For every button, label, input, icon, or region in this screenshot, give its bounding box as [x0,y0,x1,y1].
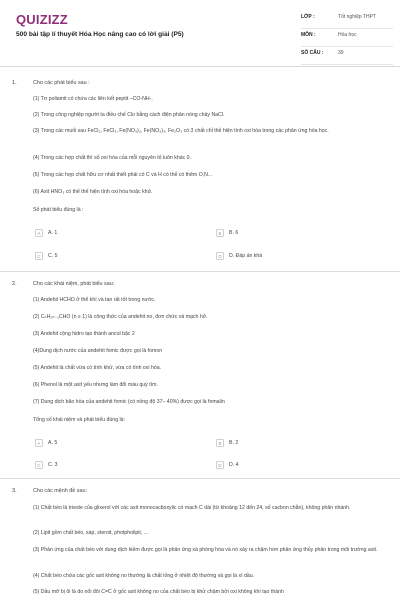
statement: (5) Andehit là chất vừa có tính khử, vừa có tính oxi hóa. [33,365,162,371]
meta-row-grade [301,14,393,29]
document-title: 500 bài tập lí thuyết Hóa Học nâng cao có lời giải (P5) [16,31,184,38]
option-letter-box: C [35,252,43,260]
option-letter-box: A [35,439,43,447]
question-divider [0,271,400,272]
option-text: B. 6 [229,229,239,236]
statement: (5) Dầu mỡ bị ôi là do nối đôi C=C ở gốc axit không no của chất béo bị khử chậm bởi oxi không khí tạo thành [33,589,284,595]
question-ask: Tổng số khái niệm và phát biểu đúng là: [33,417,125,423]
statement: (3) Phản ứng của chất béo với dung dịch kiềm được gọi là phản ứng xà phòng hóa và nó xảy ra chậm hơn phản ứng thủy phân trong môi trường axit. [33,547,378,553]
statement: (4)Dung dịch nước của andehit fomic được gọi là fomon [33,348,163,354]
option-text: B. 2 [229,439,239,446]
option-c[interactable] [35,251,58,261]
meta-value: Tốt nghiệp THPT [338,14,376,20]
option-d[interactable] [216,251,262,261]
question-number: 2. [12,281,17,287]
option-letter-box: D [216,252,224,260]
statement: (5) Trong các hợp chất hữu cơ nhất thiết phải có C và H có thể có thêm O,N... [33,172,213,178]
meta-value: 39 [338,50,344,56]
statement: (3) Trong các muối sau FeCl₂, FeCl₃, Fe(NO₃)₂, Fe(NO₃)₃, Fe₂O₃ có 3 chất chỉ thể hiện tính oxi hóa trong các phản ứng hóa học. [33,128,329,134]
statement: (1) Tơ poliamit có chứa các liên kết peptit –CO-NH-. [33,96,153,102]
statement: (4) Trong các hợp chất thì số oxi hóa của mỗi nguyên tố luôn khác 0. [33,155,191,161]
statement: (1) Andehit HCHO ở thể khí và tan rất tốt trong nước. [33,297,156,303]
question-prompt: Cho các khái niệm, phát biểu sau: [33,281,115,287]
statement: (4) Chất béo chứa các gốc axit không no thường là chất lỏng ở nhiệt độ thường và gọi là xì dầu. [33,573,255,579]
question-prompt: Cho các phát biểu sau : [33,80,90,86]
option-letter-box: B [216,439,224,447]
statement: (6) Axit HNO₃ có thể thể hiện tính oxi hóa hoặc khử. [33,189,153,195]
option-text: D. Đáp án khá [229,252,263,259]
header-divider [0,66,400,67]
statement: (2) Trong công nghiệp người ta điều chế Clo bằng cách điện phân nóng chảy NaCl. [33,112,225,118]
option-letter-box: C [35,461,43,469]
option-text: A. 1 [48,229,58,236]
option-letter-box: B [216,229,224,237]
option-text: D. 4 [229,461,239,468]
option-c[interactable] [35,460,58,470]
statement: (3) Andehit cộng hidro tạo thành ancol bậc 2 [33,331,135,337]
option-a[interactable] [35,228,57,238]
option-d[interactable] [216,460,239,470]
meta-value: Hóa học [338,32,357,38]
meta-label: MÔN : [301,32,316,38]
question-ask: Số phát biểu đúng là : [33,207,84,213]
meta-label: LỚP : [301,14,315,20]
option-text: A. 5 [48,439,58,446]
meta-row-subject [301,32,393,47]
option-b[interactable] [216,438,238,448]
statement: (7) Dung dịch bão hòa của andehit fomic (có nồng độ 37– 40%) được gọi là fomalin [33,399,225,405]
option-b[interactable] [216,228,238,238]
option-letter-box: A [35,229,43,237]
question-number: 1. [12,80,17,86]
meta-panel [301,14,393,68]
question-prompt: Cho các mệnh đề sau: [33,488,87,494]
statement: (6) Phenol là một axit yếu nhưng làm đổi màu quỳ tím. [33,382,158,388]
option-a[interactable] [35,438,57,448]
worksheet-header [0,0,400,66]
meta-row-count [301,50,393,65]
meta-label: SỐ CÂU : [301,50,324,56]
option-text: C. 3 [48,461,58,468]
option-letter-box: D [216,461,224,469]
question-divider [0,478,400,479]
statement: (2) Lipit gồm chất béo, sáp, steroit, photpholipit, ... [33,530,149,536]
question-number: 3. [12,488,17,494]
option-text: C. 5 [48,252,58,259]
quizizz-logo: QUIZIZZ [16,12,68,27]
statement: (1) Chất béo là trieste của glixerol với các axit monocacboxylic có mạch C dài (từ khoảng 12 đến 24, số cacbon chẵn), không phân nhánh. [33,505,351,511]
statement: (2) CₙH₂ₙ₋₁CHO (n ≥ 1) là công thức của andehit no, đơn chức và mạch hở. [33,314,208,320]
